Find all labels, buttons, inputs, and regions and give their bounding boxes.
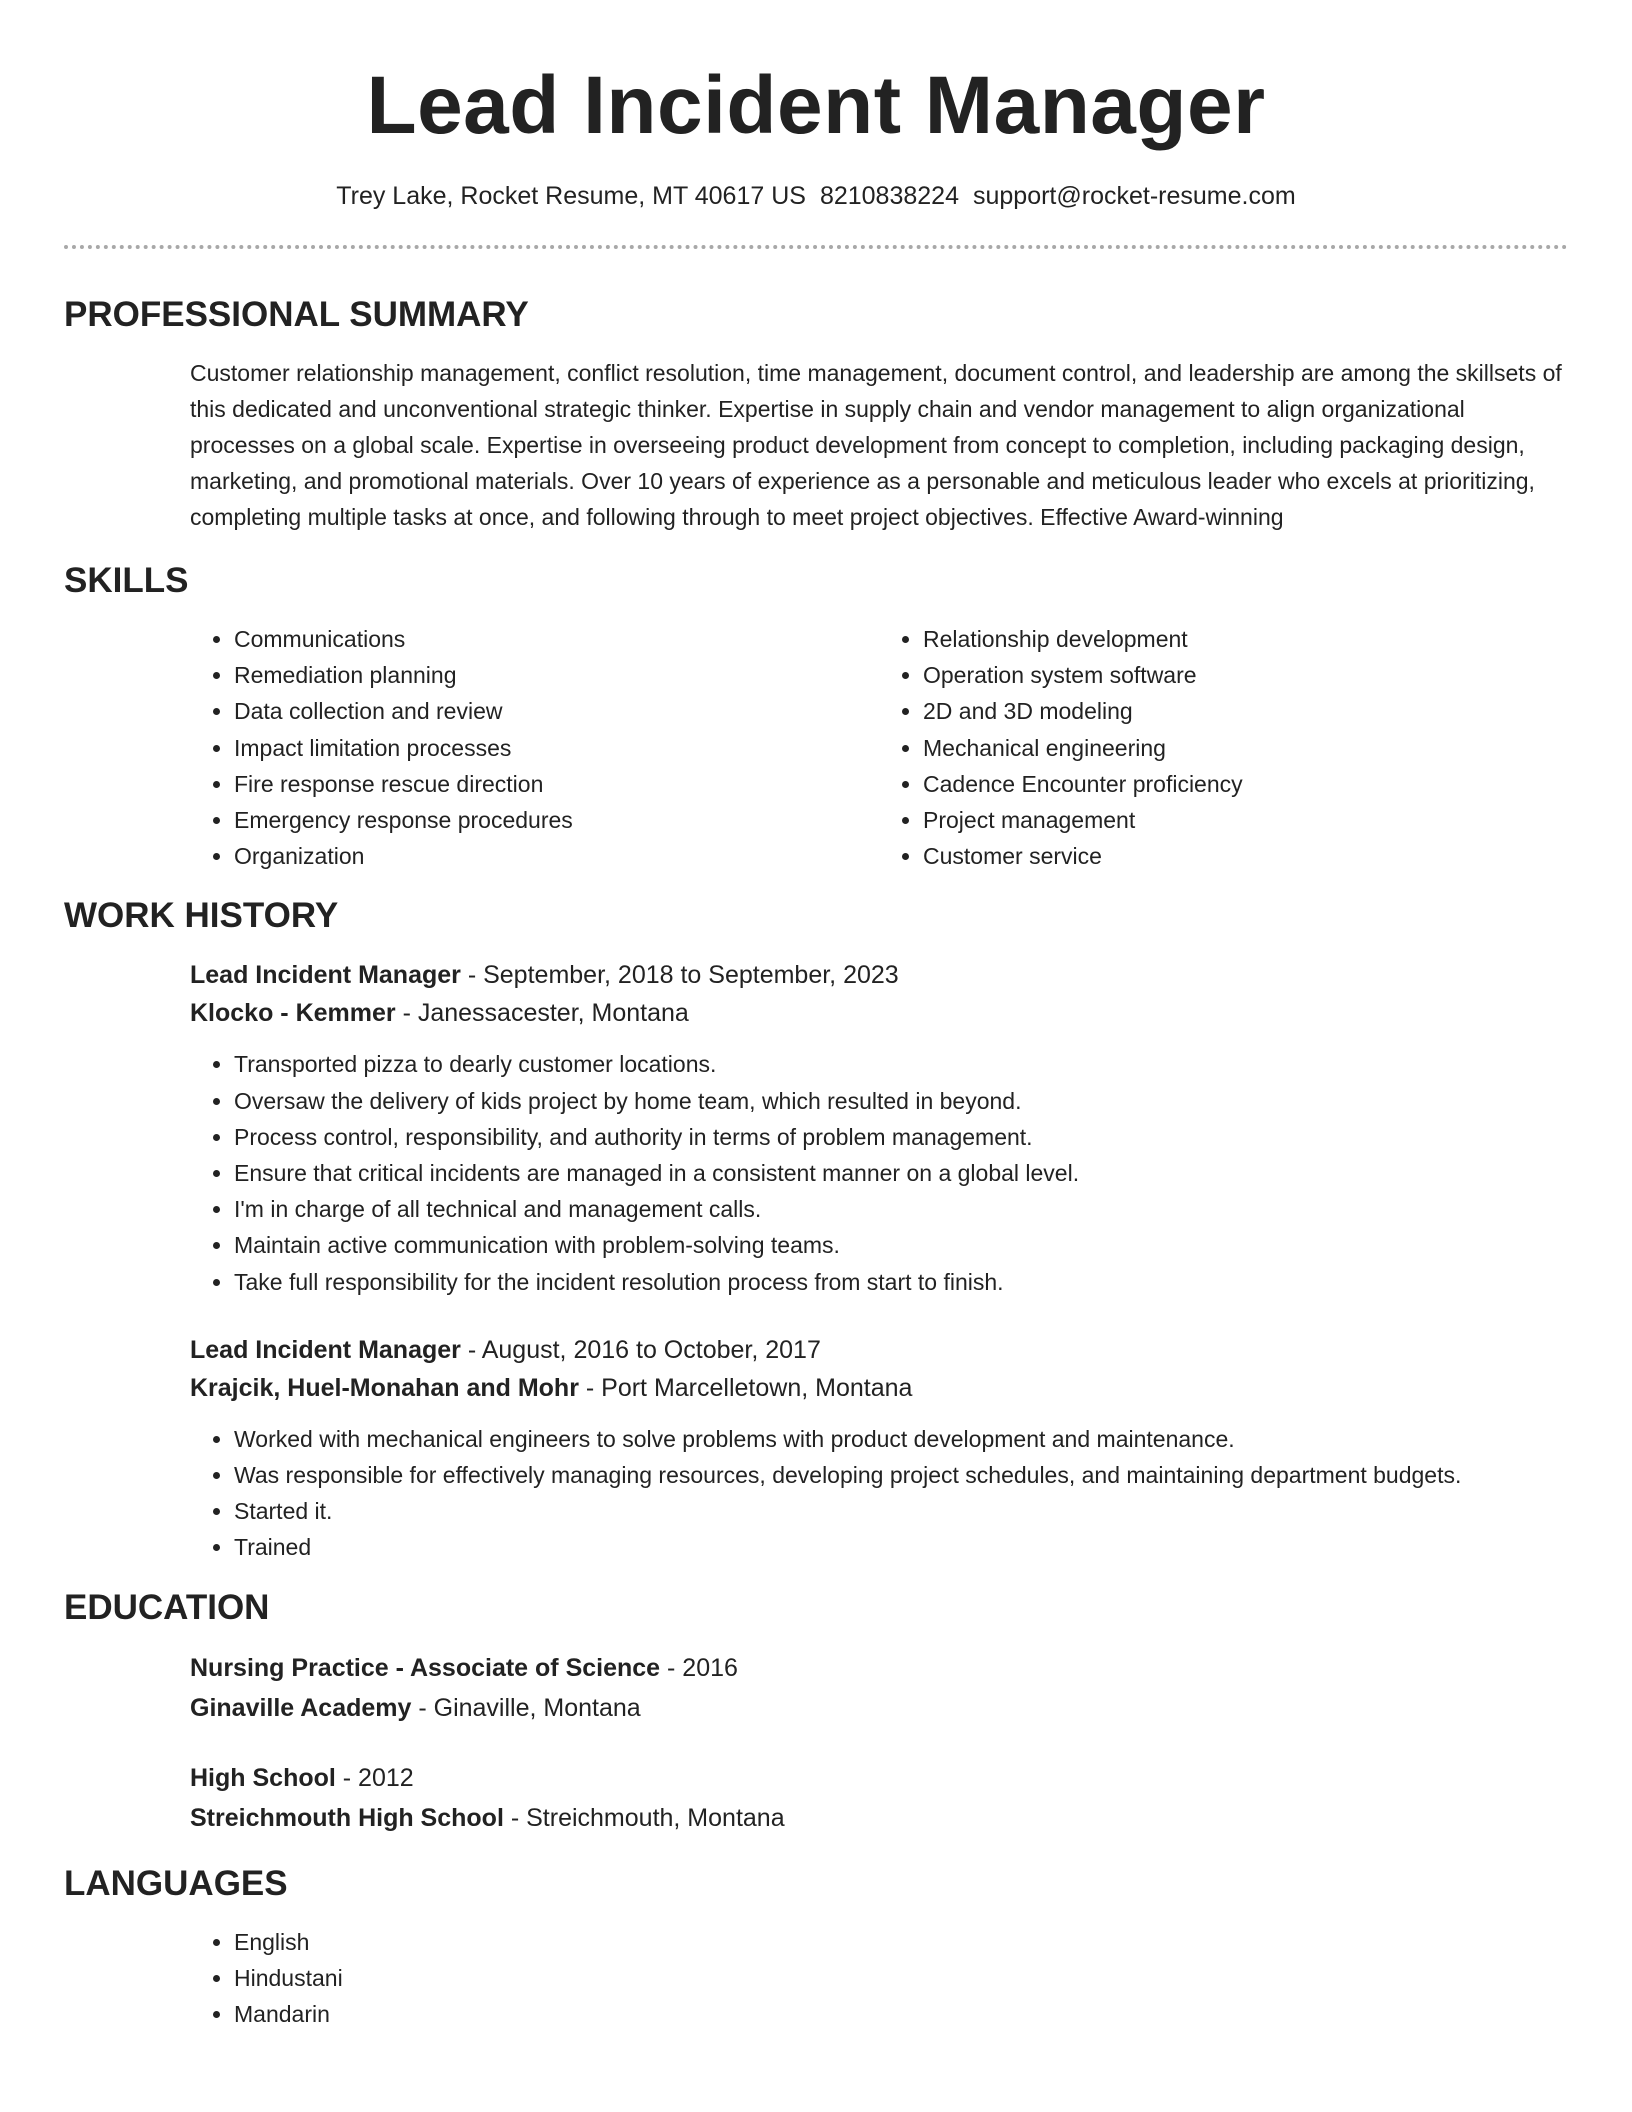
skill-item: • Impact limitation processes — [234, 730, 879, 766]
contact-email: support@rocket-resume.com — [972, 182, 1296, 210]
job-bullet: • I'm in charge of all technical and management calls. — [234, 1191, 1568, 1227]
contact-phone: 8210838224 — [819, 182, 959, 210]
resume-page — [64, 0, 1568, 2032]
job-entry — [64, 956, 1568, 1299]
job-role: Lead Incident Manager — [190, 961, 461, 990]
job-entry — [64, 1331, 1568, 1566]
skill-item: • Fire response rescue direction — [234, 766, 879, 802]
skill-item: • Remediation planning — [234, 657, 879, 693]
skill-item: • 2D and 3D modeling — [923, 693, 1568, 729]
education-degree-line — [190, 1758, 1568, 1798]
education-degree: Nursing Practice - Associate of Science — [190, 1653, 661, 1682]
job-dates: - August, 2016 to October, 2017 — [460, 1335, 821, 1364]
job-bullet: • Ensure that critical incidents are managed in a consistent manner on a global level. — [234, 1155, 1568, 1191]
skill-item: • Customer service — [923, 838, 1568, 874]
skills-heading: SKILLS — [64, 561, 189, 600]
education-year: - 2016 — [660, 1653, 738, 1682]
job-company-line — [190, 1369, 1568, 1407]
job-company: Krajcik, Huel-Monahan and Mohr — [190, 1373, 579, 1402]
skill-item: • Communications — [234, 621, 879, 657]
skills-list — [64, 621, 1568, 874]
job-bullets — [190, 1421, 1568, 1566]
job-bullet: • Transported pizza to dearly customer locations. — [234, 1046, 1568, 1082]
education-school: Streichmouth High School — [190, 1803, 504, 1832]
job-company-line — [190, 994, 1568, 1032]
work-history-heading: WORK HISTORY — [64, 896, 339, 936]
skills-column-right — [879, 621, 1568, 874]
languages-list — [190, 1924, 1568, 2033]
job-bullets — [190, 1046, 1568, 1299]
job-dates: - September, 2018 to September, 2023 — [460, 961, 899, 990]
skills-column-left — [190, 621, 879, 874]
job-bullet: • Trained — [234, 1529, 1568, 1565]
languages-heading: LANGUAGES — [64, 1863, 288, 1903]
header-divider — [64, 245, 1568, 249]
skill-item: • Relationship development — [923, 621, 1568, 657]
education-school-line — [190, 1798, 1568, 1838]
job-title-line — [190, 956, 1568, 994]
job-bullet: • Started it. — [234, 1493, 1568, 1529]
skill-item: • Mechanical engineering — [923, 730, 1568, 766]
skill-item: • Data collection and review — [234, 693, 879, 729]
education-location: - Streichmouth, Montana — [503, 1803, 785, 1832]
skill-item: • Operation system software — [923, 657, 1568, 693]
education-degree: High School — [190, 1763, 336, 1792]
job-bullet: • Oversaw the delivery of kids project by home team, which resulted in beyond. — [234, 1083, 1568, 1119]
summary-heading: PROFESSIONAL SUMMARY — [64, 295, 529, 334]
education-heading: EDUCATION — [64, 1587, 270, 1627]
language-item: • Hindustani — [234, 1960, 1568, 1996]
skill-item: • Emergency response procedures — [234, 802, 879, 838]
job-bullet: • Was responsible for effectively managing resources, developing project schedules, and maintaining department budgets. — [234, 1457, 1568, 1493]
languages-section — [64, 1924, 1568, 2033]
resume-name: Lead Incident Manager — [366, 60, 1266, 151]
job-bullet: • Take full responsibility for the incident resolution process from start to finish. — [234, 1264, 1568, 1300]
contact-address: Trey Lake, Rocket Resume, MT 40617 US — [336, 182, 806, 210]
job-company: Klocko - Kemmer — [190, 999, 396, 1028]
summary-text: Customer relationship management, conflict resolution, time management, document control, and leadership are among the skillsets of this dedicated and unconventional strategic thinker. Expertise in supply chain and vendor management to align organizational processes on a global scale. Expertise in overseeing product development from concept to completion, including packaging design, marketing, and promotional materials. Over 10 years of experience as a personable and meticulous leader who excels at prioritizing, completing multiple tasks at once, and following through to meet project objectives. Effective Award-winning — [190, 360, 1562, 530]
job-bullet: • Process control, responsibility, and authority in terms of problem management. — [234, 1119, 1568, 1155]
education-school-line — [190, 1688, 1568, 1728]
education-entry — [64, 1648, 1568, 1728]
education-degree-line — [190, 1648, 1568, 1688]
job-title-line — [190, 1331, 1568, 1369]
education-school: Ginaville Academy — [190, 1693, 412, 1722]
skill-item: • Cadence Encounter proficiency — [923, 766, 1568, 802]
contact-line — [64, 181, 1568, 211]
skill-item: • Organization — [234, 838, 879, 874]
job-location: - Port Marcelletown, Montana — [578, 1373, 913, 1402]
summary-section — [64, 355, 1568, 535]
education-year: - 2012 — [335, 1763, 414, 1792]
job-bullet: • Worked with mechanical engineers to solve problems with product development and maintenance. — [234, 1421, 1568, 1457]
education-entry — [64, 1758, 1568, 1838]
job-role: Lead Incident Manager — [190, 1335, 461, 1364]
language-item: • English — [234, 1924, 1568, 1960]
job-bullet: • Maintain active communication with problem-solving teams. — [234, 1227, 1568, 1263]
job-location: - Janessacester, Montana — [395, 999, 689, 1028]
skill-item: • Project management — [923, 802, 1568, 838]
education-location: - Ginaville, Montana — [411, 1693, 641, 1722]
language-item: • Mandarin — [234, 1996, 1568, 2032]
